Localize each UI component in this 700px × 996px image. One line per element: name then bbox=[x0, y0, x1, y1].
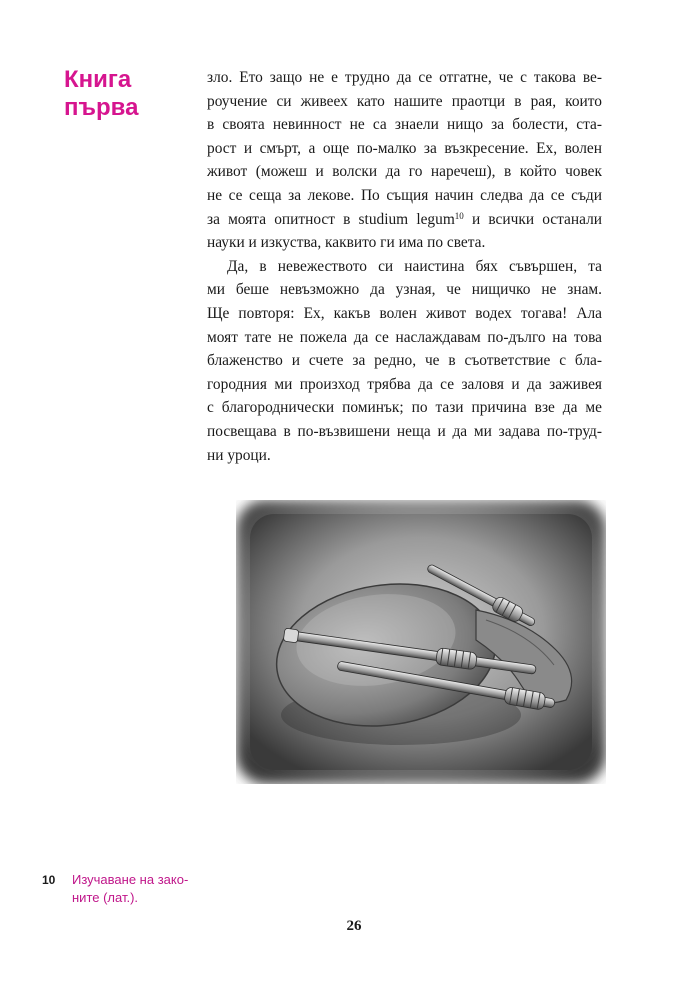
text-line: моят тате не пожела да се наслаждавам по-дълго на това bbox=[207, 328, 602, 346]
footnote-number: 10 bbox=[42, 873, 56, 887]
text-line: городния ми произход трябва да се заловя и да заживея bbox=[207, 375, 602, 393]
chapter-title-line2: първа bbox=[64, 94, 139, 121]
footnote-line: ните (лат.). bbox=[72, 890, 139, 905]
text-line: в своята невинност не са знаели нищо за болести, ста- bbox=[207, 116, 602, 134]
text-line: ни уроци. bbox=[207, 446, 271, 464]
text-line: зло. Ето защо не е трудно да се отгатне, че с такова ве- bbox=[207, 69, 602, 86]
chapter-title-line1: Книга bbox=[64, 66, 132, 93]
text-fragment: за моята опитност в studium legum bbox=[207, 210, 455, 228]
text-line: роучение си живеех като нашите праотци в рая, които bbox=[207, 92, 602, 110]
footnote-reference: 10 bbox=[454, 210, 464, 221]
text-line: Ще повторя: Ех, какъв волен живот водех тогава! Ала bbox=[207, 304, 602, 322]
page-number: 26 bbox=[346, 918, 362, 934]
body-text bbox=[207, 66, 602, 467]
chapter-title bbox=[64, 66, 138, 122]
text-line: не се сеща за лекове. По същия начин следва да се съди bbox=[207, 186, 602, 204]
text-line: живот (можеш и волски да го наречеш), в който човек bbox=[207, 163, 602, 181]
text-line: посвещава в по-възвишени неща и да ми задава по-труд- bbox=[207, 422, 602, 440]
text-line: блаженство и счете за редно, че в съответствие с бла- bbox=[207, 352, 602, 370]
text-line: с благороднически поминък; по тази причина взе да ме bbox=[207, 399, 602, 417]
bagpipe-illustration bbox=[236, 500, 606, 784]
text-line: Да, в невежеството си наистина бях съвършен, та bbox=[227, 257, 602, 275]
text-line: рост и смърт, а още по-малко за възкресение. Ех, волен bbox=[207, 139, 602, 157]
footnote-text bbox=[72, 871, 222, 907]
text-line: науки и изкуства, каквито ги има по света. bbox=[207, 234, 486, 252]
text-line-with-footnote bbox=[207, 208, 602, 232]
text-fragment: и всички останали bbox=[463, 210, 602, 228]
text-line: ми беше невъзможно да узная, че нищичко не знам. bbox=[207, 281, 602, 299]
footnote-line: Изучаване на зако- bbox=[72, 872, 189, 887]
